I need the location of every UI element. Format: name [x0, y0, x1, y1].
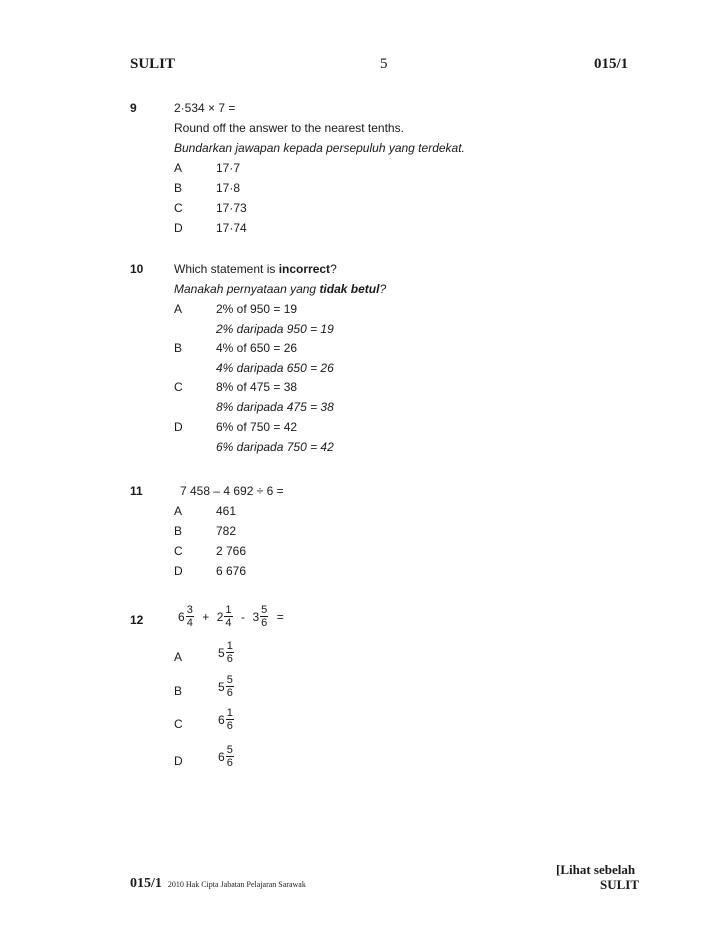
question-punct: ? [330, 262, 337, 276]
option-value [218, 674, 235, 699]
option-value: 17·74 [216, 221, 247, 235]
question-expression: 2·534 × 7 = [174, 101, 236, 115]
question-expression: 7 458 – 4 692 ÷ 6 = [180, 484, 284, 498]
option-letter: C [174, 380, 183, 394]
turn-over-note: [Lihat sebelah [556, 862, 636, 877]
whole-part: 6 [178, 609, 185, 624]
question-malay [174, 282, 386, 296]
option-malay: 8% daripada 475 = 38 [216, 400, 334, 414]
option-letter: A [174, 161, 183, 175]
option-english: 4% of 650 = 26 [216, 341, 298, 355]
numerator: 1 [225, 604, 232, 616]
footer-sulit: SULIT [600, 877, 640, 892]
denominator: 6 [261, 617, 268, 629]
denominator: 4 [225, 617, 232, 629]
whole-part: 6 [218, 712, 225, 727]
question-emphasis: tidak betul [319, 282, 380, 296]
question-text: Manakah pernyataan yang [174, 282, 320, 296]
fraction [226, 707, 234, 732]
fraction [224, 604, 232, 629]
fraction [260, 604, 268, 629]
question-english [174, 262, 337, 276]
question-number: 11 [130, 484, 143, 498]
whole-part: 2 [216, 609, 224, 624]
option-letter: B [174, 524, 183, 538]
numerator: 5 [226, 744, 233, 756]
footer-copyright: 2010 Hak Cipta Jabatan Pelajaran Sarawak [167, 880, 306, 889]
option-value [218, 640, 235, 665]
option-letter: D [174, 420, 183, 434]
option-english: 2% of 950 = 19 [216, 302, 298, 316]
question-expression [178, 604, 287, 629]
whole-part: 5 [218, 679, 225, 694]
question-number: 10 [130, 262, 144, 276]
whole-part: 3 [252, 609, 260, 624]
paper-code: 015/1 [594, 56, 629, 72]
denominator: 4 [186, 617, 193, 629]
header-sulit: SULIT [130, 56, 176, 72]
option-value: 6 676 [216, 564, 247, 578]
option-letter: D [174, 564, 183, 578]
option-malay: 2% daripada 950 = 19 [216, 322, 334, 336]
fraction [226, 640, 234, 665]
whole-part: 5 [218, 645, 225, 660]
option-value: 461 [216, 504, 237, 518]
mixed-number [217, 604, 234, 629]
fraction [226, 674, 234, 699]
footer-paper-code: 015/1 [130, 876, 162, 891]
option-letter: B [174, 341, 183, 355]
option-letter: A [174, 504, 183, 518]
denominator: 6 [226, 720, 233, 732]
equals-sign: = [276, 609, 284, 624]
page-number: 5 [380, 56, 388, 72]
operator: - [241, 609, 245, 624]
numerator: 5 [226, 674, 233, 686]
numerator: 5 [261, 604, 268, 616]
option-value: 17·73 [216, 201, 247, 215]
mixed-number [252, 604, 269, 629]
question-number: 9 [130, 101, 137, 115]
footer-code [130, 876, 306, 892]
question-text: Which statement is [174, 262, 279, 276]
option-letter: C [174, 201, 183, 215]
denominator: 6 [226, 757, 233, 769]
option-letter: A [174, 302, 183, 316]
option-value: 782 [216, 524, 237, 538]
mixed-number [178, 604, 195, 629]
option-letter: B [174, 684, 183, 698]
option-value [218, 744, 235, 769]
numerator: 3 [186, 604, 193, 616]
instruction-malay: Bundarkan jawapan kepada persepuluh yang terdekat. [174, 141, 465, 155]
option-value: 17·7 [216, 161, 241, 175]
numerator: 1 [226, 707, 233, 719]
instruction-english: Round off the answer to the nearest tenths. [174, 121, 404, 135]
fraction [226, 744, 234, 769]
whole-part: 6 [218, 749, 225, 764]
option-letter: D [174, 754, 183, 768]
option-letter: C [174, 717, 183, 731]
option-letter: B [174, 181, 183, 195]
option-value: 2 766 [216, 544, 247, 558]
option-letter: C [174, 544, 183, 558]
fraction [186, 604, 194, 629]
option-value: 17·8 [216, 181, 241, 195]
option-malay: 4% daripada 650 = 26 [216, 361, 334, 375]
option-english: 8% of 475 = 38 [216, 380, 298, 394]
question-punct: ? [379, 282, 387, 296]
option-value [218, 707, 235, 732]
question-number: 12 [130, 613, 144, 627]
option-letter: D [174, 221, 183, 235]
denominator: 6 [226, 653, 233, 665]
numerator: 1 [226, 640, 233, 652]
option-malay: 6% daripada 750 = 42 [216, 440, 334, 454]
operator: + [202, 609, 210, 624]
option-english: 6% of 750 = 42 [216, 420, 298, 434]
denominator: 6 [226, 687, 233, 699]
question-emphasis: incorrect [278, 262, 331, 276]
option-letter: A [174, 650, 183, 664]
